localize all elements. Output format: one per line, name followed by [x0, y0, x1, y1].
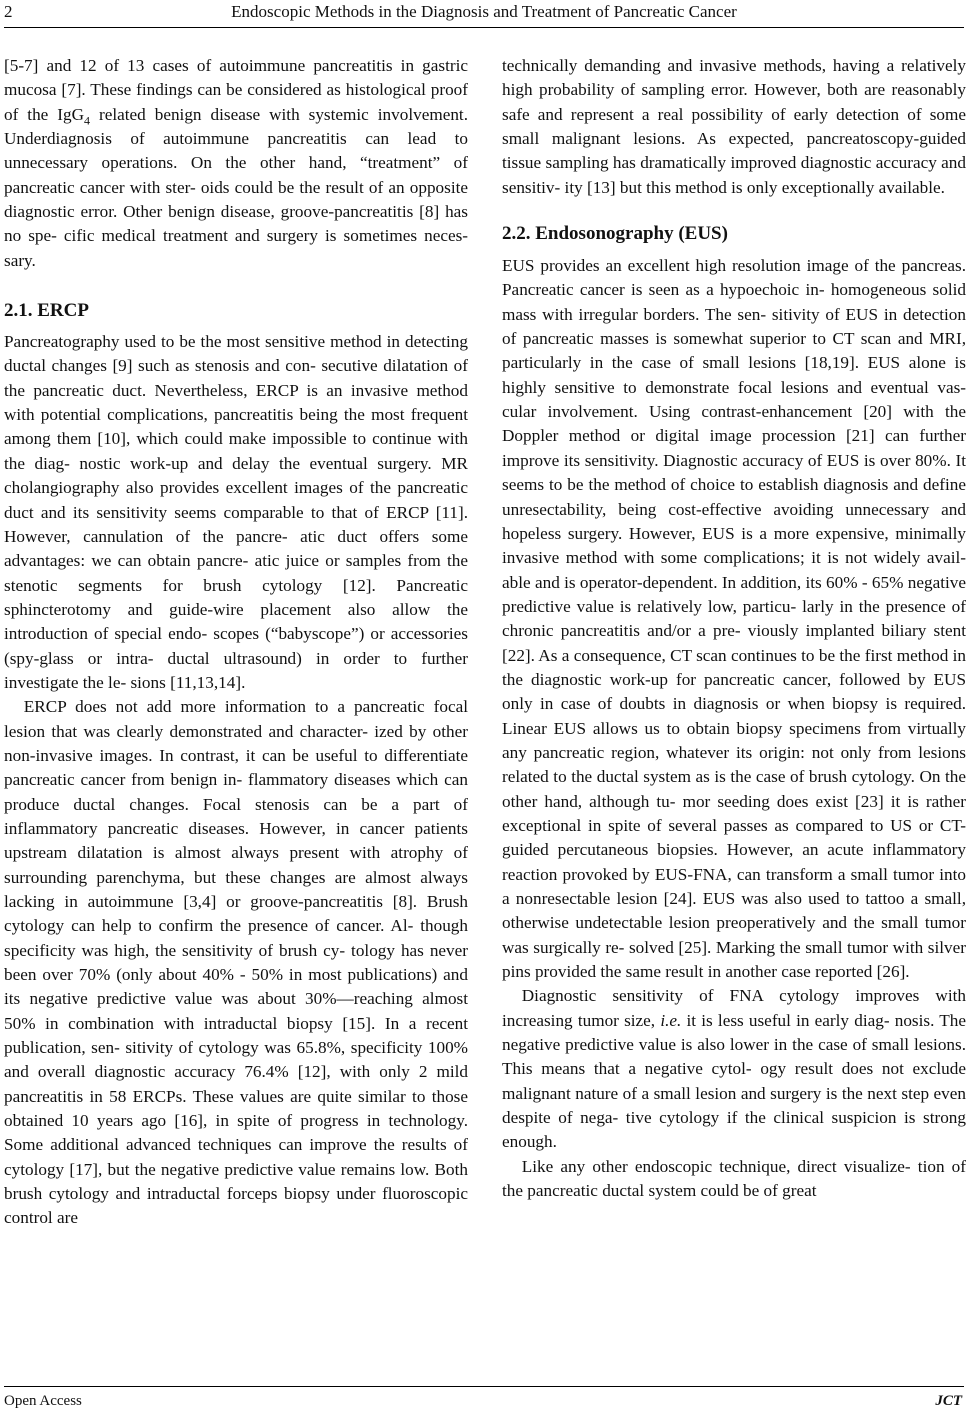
paragraph-autoimmune: [5-7] and 12 of 13 cases of autoimmune pancreatitis in gastric mucosa [7]. These findings can be considered as histological proof of the IgG$_4$ related benign disease with systemic involvement. Underdiagnosis of autoimmune pancreatitis can lead to unnecessary operations. On the other hand, “treatment” of pancreatic cancer with ster- oids could be the result of an opposite diagnostic error. Other benign disease, groove-pancreatitis [8] has no spe- cific medical treatment and surgery is sometimes neces- sary.	[4, 56, 469, 270]
paragraph-fna-sensitivity: Diagnostic sensitivity of FNA cytology improves with increasing tumor size, i.e. it is less useful in early diag- nosis. The negative predictive value is also lower in the case of small lesions. This means that a negative cytol- ogy result does not exclude malignant nature of a small lesion and surgery is the next step even despite of nega- tive cytology if the clinical suspicion is strong enough.	[502, 986, 966, 1152]
footer-rule	[4, 1386, 964, 1387]
paragraph-ercp-focal-lesion: ERCP does not add more information to a pancreatic focal lesion that was clearly demonstrated and character- ized by other non-invasive images. In contrast, it can be useful to differentiate pancreatic cancer from benign in- flammatory diseases which can produce ductal changes. Focal stenosis can be a part of inflammatory pancreatic diseases. However, in cancer patients upstream dilatation is almost always present with atrophy of surrounding parenchyma, but these changes are almost always lacking in autoimmune [3,4] or groove-pancreatitis [8]. Brush cytology can help to confirm the presence of cancer. Al- though specificity was high, the sensitivity of brush cy- tology has never been over 70% (only about 40% - 50% in most publications) and its negative predictive value was about 30%—reaching almost 50% in combination with intraductal biopsy [15]. In a recent publication, sen- sitivity of cytology was 65.8%, specificity 100% and overall diagnostic accuracy 76.4% [12], with only 2 mild pancreatitis in 58 ERCPs. These values are quite similar to those obtained 10 years ago [16], in spite of progress in technology. Some additional advanced techniques can improve the results of cytology [17], but the negative predictive value remains low. Both brush cytology and intraductal forceps biopsy under fluoroscopic control are	[4, 697, 468, 1228]
left-column	[4, 54, 468, 1231]
paragraph-direct-visualization: Like any other endoscopic technique, direct visualize- tion of the pancreatic ductal system could be of great	[502, 1156, 966, 1201]
footer-journal-abbrev: JCT	[935, 1393, 962, 1409]
page-number: 2	[4, 2, 13, 21]
page-footer	[0, 1393, 968, 1413]
running-title: Endoscopic Methods in the Diagnosis and Treatment of Pancreatic Cancer	[231, 2, 737, 21]
paragraph-pancreatography: Pancreatography used to be the most sensitive method in detecting ductal changes [9] such as stenosis and con- secutive dilatation of the pancreatic duct. Nevertheless, ERCP is an invasive method with potential complications, pancreatitis being the most frequent among them [10], which could make impossible to continue with the diag- nostic work-up and delay the eventual surgery. MR cholangiography also provides excellent images of the pancreatic duct and its sensitivity seems comparable to that of ERCP [11]. However, cannulation of the pancre- atic duct offers some advantages: we can obtain pancre- atic juice or samples from the stenotic segments for brush cytology [12]. Pancreatic sphincterotomy and guide-wire placement also allow the introduction of special endo- scopes (“babyscope”) or accessories (spy-glass or intra- ductal ultrasound) in order to further investigate the le- sions [11,13,14].	[4, 332, 468, 692]
header-rule	[4, 27, 964, 28]
section-heading-ercp: 2.1. ERCP	[4, 300, 89, 322]
paragraph-eus-overview: EUS provides an excellent high resolution image of the pancreas. Pancreatic cancer is seen as a hypoechoic in- homogeneous solid mass with irregular borders. The sen- sitivity of EUS in detection of pancreatic masses is somewhat superior to CT scan and MRI, particularly in the case of small lesions [18,19]. EUS alone is highly sensitive to demonstrate focal lesions and eventual vas- cular involvement. Using contrast-enhancement [20] with the Doppler method or digital image procession [21] can further improve its sensitivity. Diagnostic accuracy of EUS is over 80%. It seems to be the method of choice to establish diagnosis and define unresectability, being cost-effective avoiding unnecessary and hopeless surgery. However, EUS is a more expensive, minimally invasive method with some complications; it is not widely avail- able and is operator-dependent. In addition, its 60% - 65% negative predictive value is relatively low, particu- larly in the presence of chronic pancreatitis and/or a pre- viously implanted biliary stent [22]. As a consequence, CT scan continues to be the first method in the diagnostic work-up for pancreatic cancer, followed by EUS only in case of doubts in diagnosis or when biopsy is required. Linear EUS allows us to obtain biopsy specimens from virtually any pancreatic region, whatever its origin: not only from lesions related to the ductal system as is the case of brush cytology. On the other hand, although tu- mor seeding does exist [23] it is rather exceptional in spite of several passes as compared to US or CT-guided percutaneous biopsies. However, an acute inflammatory reaction provoked by EUS-FNA, can transform a small tumor into a nonresectable lesion [24]. EUS was also used to tattoo a small, otherwise undetectable lesion preoperatively and the small tumor was surgically re- solved [25]. Marking the small tumor with silver pins provided the same result in another case reported [26].	[502, 256, 966, 982]
right-column	[502, 54, 966, 1203]
paragraph-sampling-methods: technically demanding and invasive methods, having a relatively high probability of sampling error. However, both are reasonably safe and represent a real possibility of early detection of some small malignant lesions. As expected, pancreatoscopy-guided tissue sampling has dramatically improved diagnostic accuracy and sensitiv- ity [13] but this method is only exceptionally available.	[502, 56, 966, 197]
section-heading-eus: 2.2. Endosonography (EUS)	[502, 223, 728, 245]
footer-open-access: Open Access	[4, 1393, 82, 1409]
running-header	[0, 0, 968, 30]
